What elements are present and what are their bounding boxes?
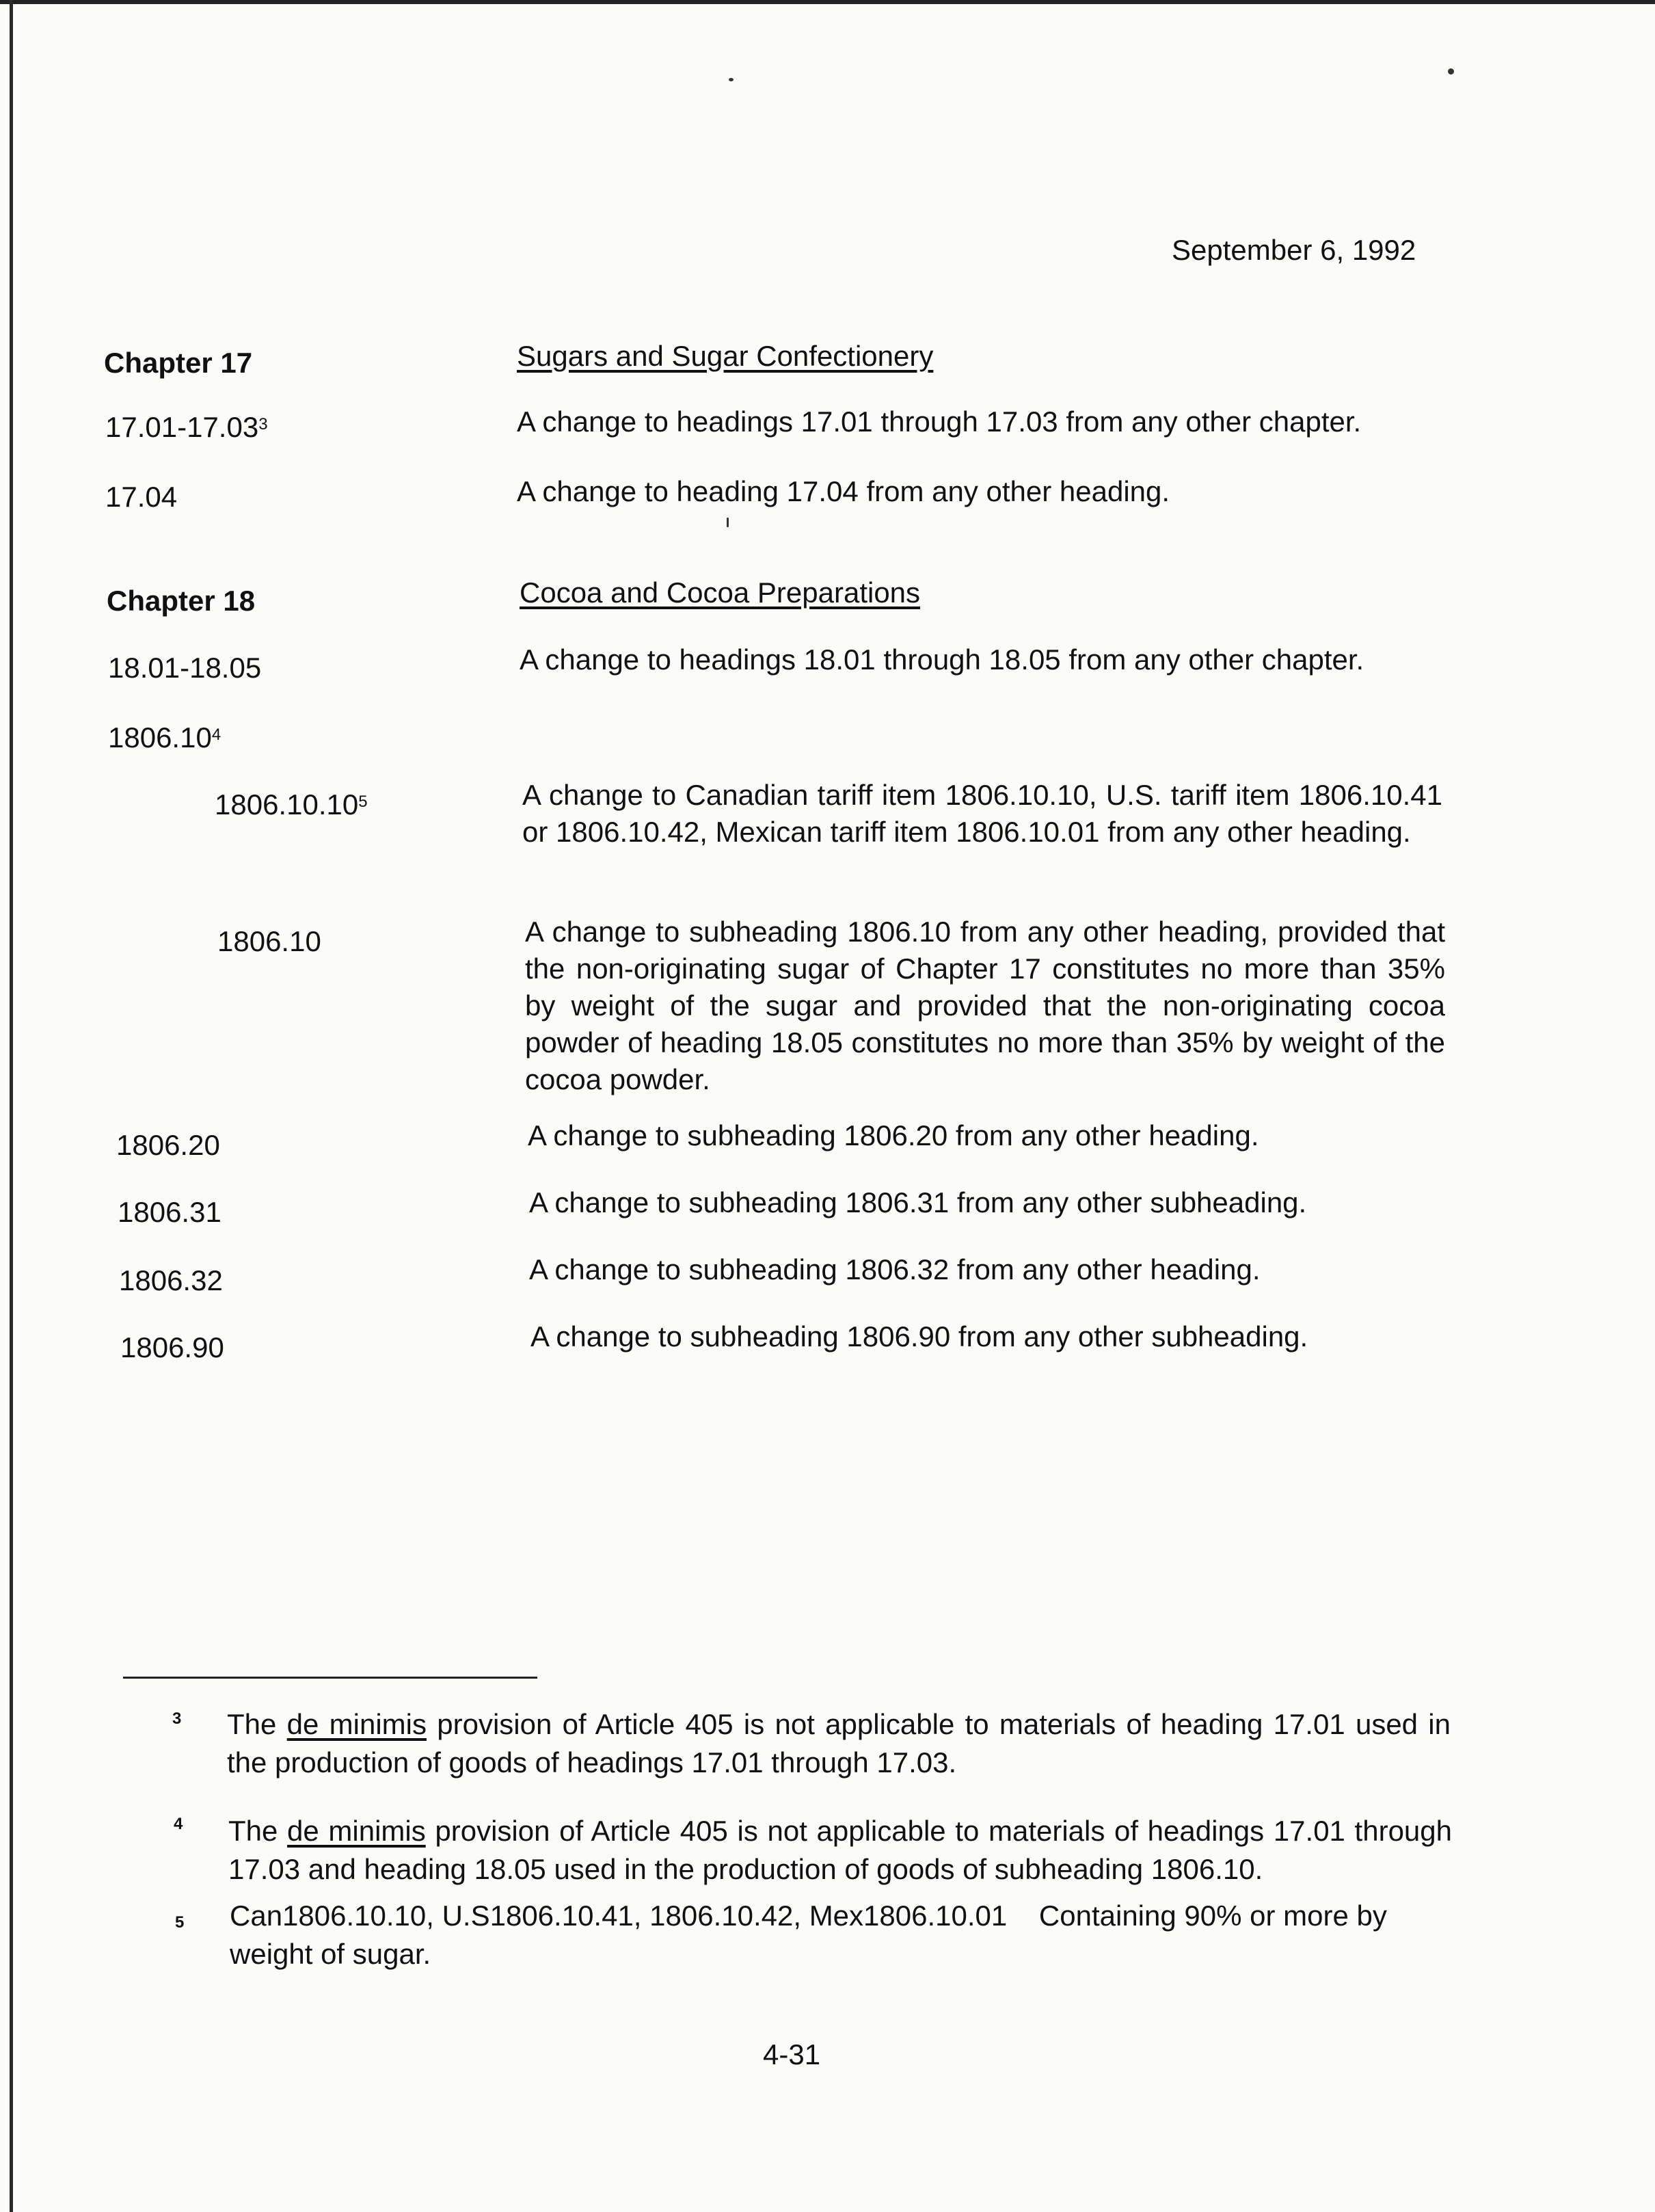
- scan-speck: [1448, 68, 1454, 75]
- rule-text: A change to subheading 1806.32 from any other heading.: [529, 1253, 1261, 1285]
- page-edge-left: [10, 0, 13, 2212]
- footnote-ref: 5: [358, 792, 368, 811]
- chapter-18-label: Chapter 18: [107, 585, 256, 617]
- footnote-ref: 3: [258, 415, 268, 434]
- chapter-17-title: Sugars and Sugar Confectionery: [517, 340, 934, 372]
- heading-code-text: 1806.10.10: [215, 788, 359, 821]
- footnote-text: [228, 1812, 1452, 1889]
- footnote-ref: 4: [211, 725, 221, 744]
- document-date: September 6, 1992: [1172, 234, 1416, 266]
- rule-text: A change to subheading 1806.31 from any other subheading.: [529, 1186, 1307, 1218]
- heading-code: 1806.20: [116, 1129, 220, 1161]
- page-edge-top: [0, 0, 1655, 4]
- footnote-emphasis: de minimis: [287, 1815, 426, 1847]
- heading-code: 1806.90: [120, 1331, 224, 1363]
- rule-text: A change to headings 17.01 through 17.03 from any other chapter.: [517, 405, 1362, 438]
- heading-code: [108, 719, 221, 756]
- heading-code: [105, 409, 268, 446]
- rule-text: A change to headings 18.01 through 18.05 from any other chapter.: [520, 643, 1364, 676]
- scan-speck: [729, 78, 734, 81]
- footnote-text: Can1806.10.10, U.S1806.10.41, 1806.10.42, Mex1806.10.01 Containing 90% or more by weight of sugar.: [230, 1900, 1395, 1970]
- footnote-text-part: provision of Article 405 is not applicable to materials of headings 17.01 through 17.03 and heading 18.05 used in the production of goods of subheading 1806.10.: [228, 1815, 1452, 1885]
- heading-code: 1806.31: [118, 1196, 221, 1228]
- scan-speck: [727, 518, 729, 527]
- footnote-mark: 5: [175, 1913, 185, 1932]
- heading-code: 1806.10: [217, 925, 321, 957]
- rule-text: A change to heading 17.04 from any other heading.: [517, 475, 1170, 507]
- rule-text: A change to subheading 1806.10 from any other heading, provided that the non-originating sugar of Chapter 17 constitutes no more than 35% by weight of the sugar and provided that the non-originating cocoa powder of heading 18.05 constitutes no more than 35% by weight of the cocoa powder.: [525, 916, 1445, 1095]
- heading-code-text: 17.01-17.03: [105, 411, 259, 443]
- footnote-emphasis: de minimis: [286, 1708, 427, 1740]
- footnote-mark: 4: [174, 1815, 183, 1833]
- chapter-18-title: Cocoa and Cocoa Preparations: [520, 576, 921, 609]
- rule-text: A change to subheading 1806.20 from any other heading.: [528, 1119, 1259, 1151]
- rule-text: A change to subheading 1806.90 from any other subheading.: [530, 1320, 1308, 1352]
- heading-code: 1806.32: [119, 1264, 223, 1296]
- footnote-mark: 3: [172, 1709, 182, 1728]
- footnote-text-part: provision of Article 405 is not applicable to materials of heading 17.01 used in the production of goods of headings 17.01 through 17.03.: [227, 1708, 1451, 1778]
- footnote-text-part: The: [227, 1708, 287, 1740]
- heading-code: [215, 786, 368, 823]
- footnote-text-part: The: [228, 1815, 288, 1847]
- footnote-text: [227, 1705, 1451, 1782]
- footnote-separator: [123, 1677, 537, 1679]
- chapter-17-label: Chapter 17: [104, 347, 253, 379]
- heading-code: 18.01-18.05: [108, 652, 262, 684]
- rule-text: A change to Canadian tariff item 1806.10.10, U.S. tariff item 1806.10.41 or 1806.10.42, Mexican tariff item 1806.10.01 from any other heading.: [522, 779, 1442, 848]
- heading-code-text: 1806.10: [108, 721, 212, 754]
- heading-code: 17.04: [105, 481, 178, 513]
- page-number: 4-31: [763, 2038, 821, 2070]
